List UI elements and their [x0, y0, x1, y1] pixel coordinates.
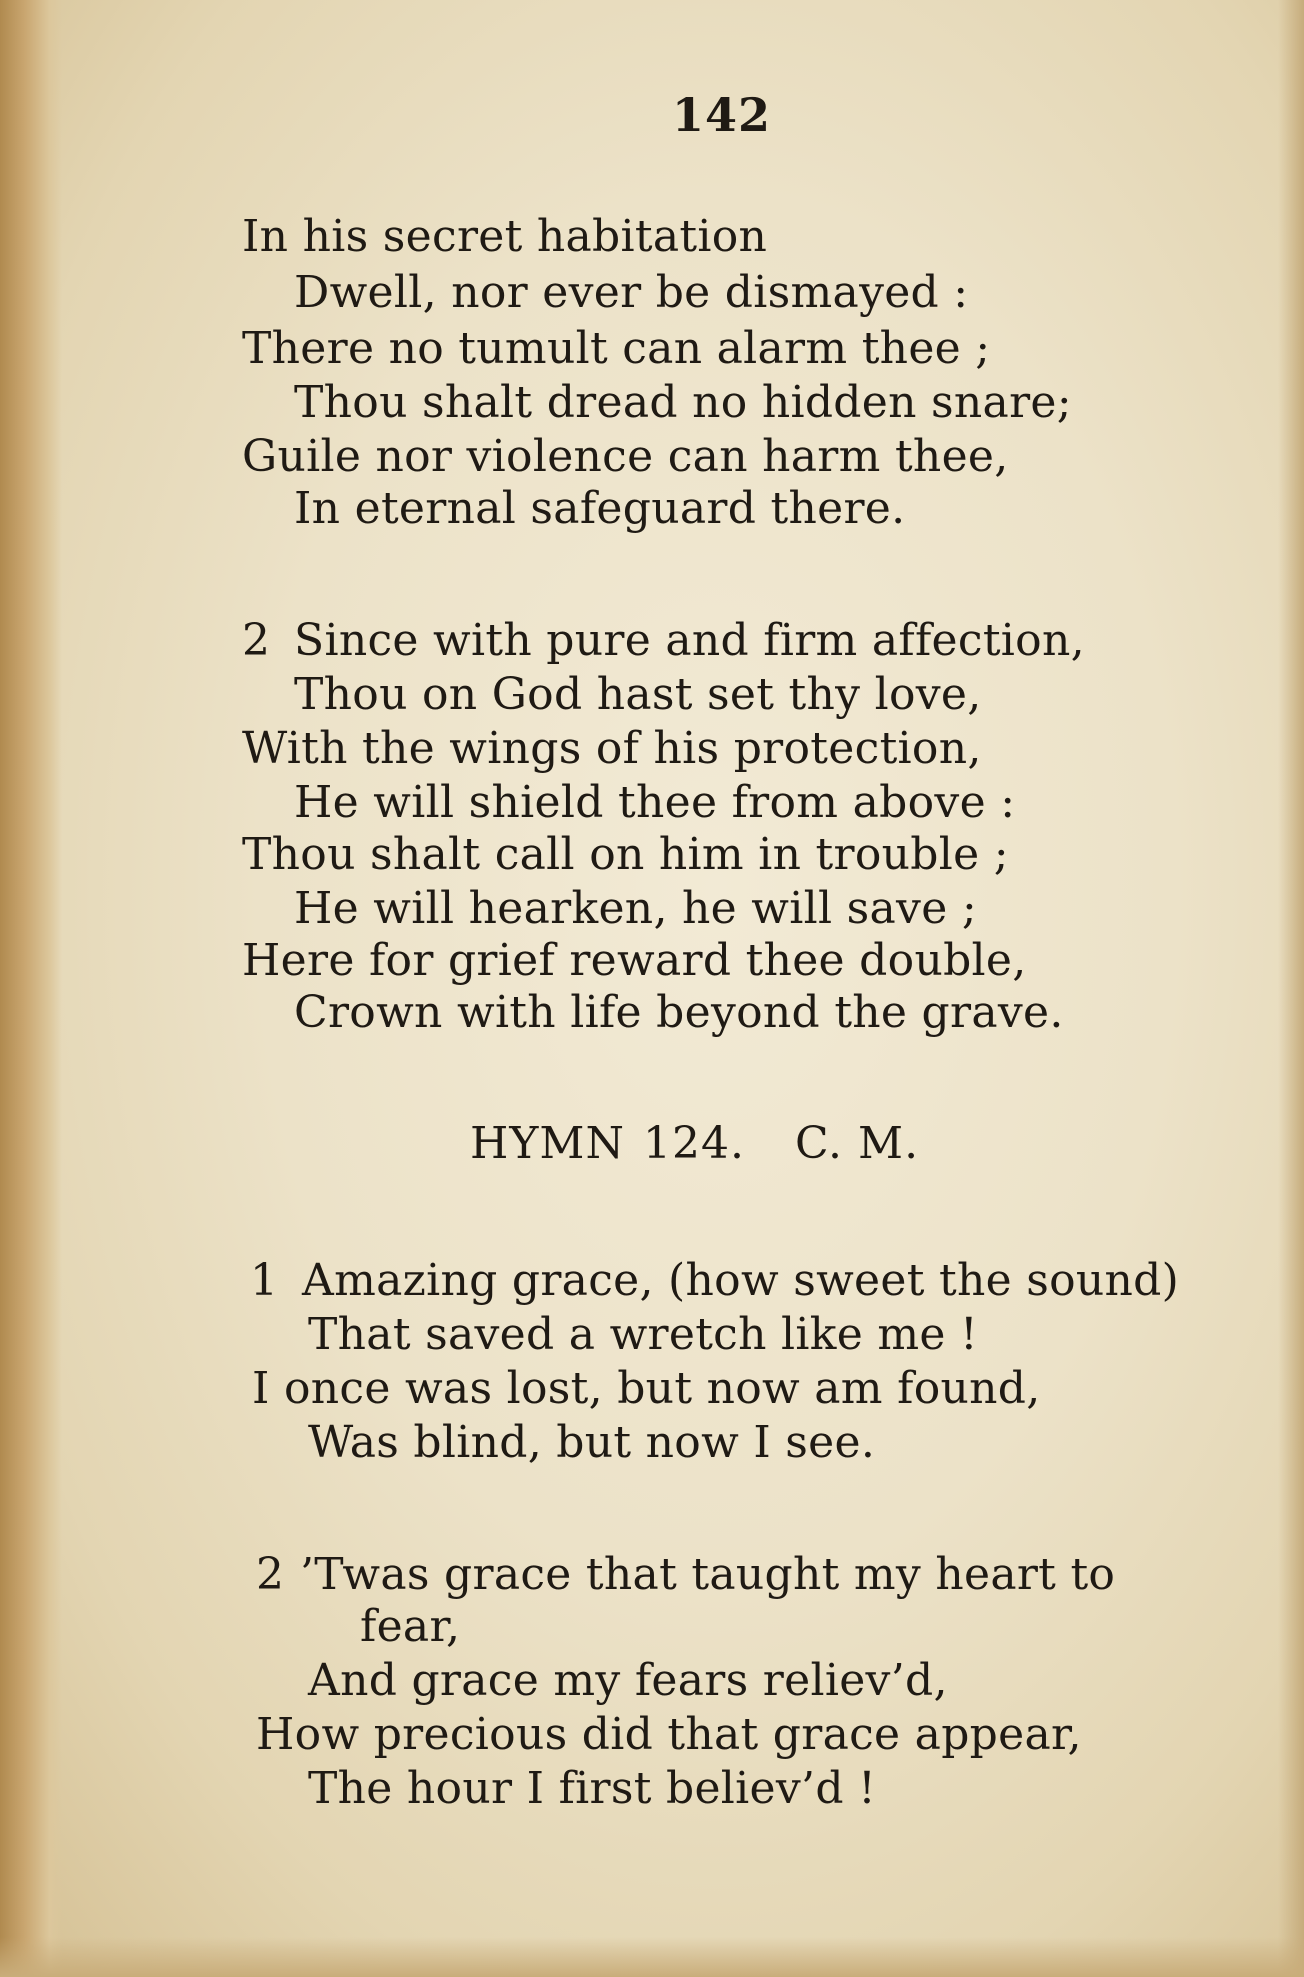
stanza-line: In eternal safeguard there. — [294, 483, 906, 534]
stanza-line: Since with pure and firm affection, — [294, 615, 1085, 666]
hymn-meter: C. M. — [794, 1118, 920, 1169]
stanza-line: There no tumult can alarm thee ; — [242, 323, 991, 374]
page-spine-shadow — [0, 0, 62, 1977]
page-number: 142 — [672, 88, 772, 142]
stanza-line: Thou shalt dread no hidden snare; — [294, 377, 1072, 428]
stanza-line: fear, — [360, 1601, 461, 1652]
page-bottom-edge — [0, 1937, 1304, 1977]
stanza-line: I once was lost, but now am found, — [252, 1363, 1041, 1414]
stanza-number: 2 — [256, 1549, 285, 1600]
stanza-line: And grace my fears reliev’d, — [308, 1655, 948, 1706]
stanza-line: With the wings of his protection, — [242, 723, 982, 774]
stanza-line: He will hearken, he will save ; — [294, 883, 977, 934]
stanza-line: Dwell, nor ever be dismayed : — [294, 267, 969, 318]
hymn-number: 124. — [642, 1118, 745, 1169]
stanza-line: That saved a wretch like me ! — [308, 1309, 979, 1360]
hymn-heading — [470, 1118, 919, 1169]
stanza-line: How precious did that grace appear, — [256, 1709, 1082, 1760]
stanza-line: Guile nor violence can harm thee, — [242, 431, 1009, 482]
stanza-line: Thou on God hast set thy love, — [294, 669, 982, 720]
page-right-edge — [1278, 0, 1304, 1977]
stanza-line: Here for grief reward thee double, — [242, 935, 1027, 986]
stanza-line: ’Twas grace that taught my heart to — [300, 1549, 1116, 1600]
stanza-line: In his secret habitation — [242, 211, 768, 262]
stanza-line: He will shield thee from above : — [294, 777, 1016, 828]
stanza-line: Thou shalt call on him in trouble ; — [242, 829, 1009, 880]
stanza-number: 1 — [250, 1255, 279, 1306]
stanza-line: Crown with life beyond the grave. — [294, 987, 1064, 1038]
stanza-line: Was blind, but now I see. — [308, 1417, 876, 1468]
stanza-line: Amazing grace, (how sweet the sound) — [302, 1255, 1180, 1306]
stanza-number: 2 — [242, 615, 271, 666]
hymn-word: HYMN — [470, 1118, 625, 1169]
stanza-line: The hour I first believ’d ! — [308, 1763, 877, 1814]
